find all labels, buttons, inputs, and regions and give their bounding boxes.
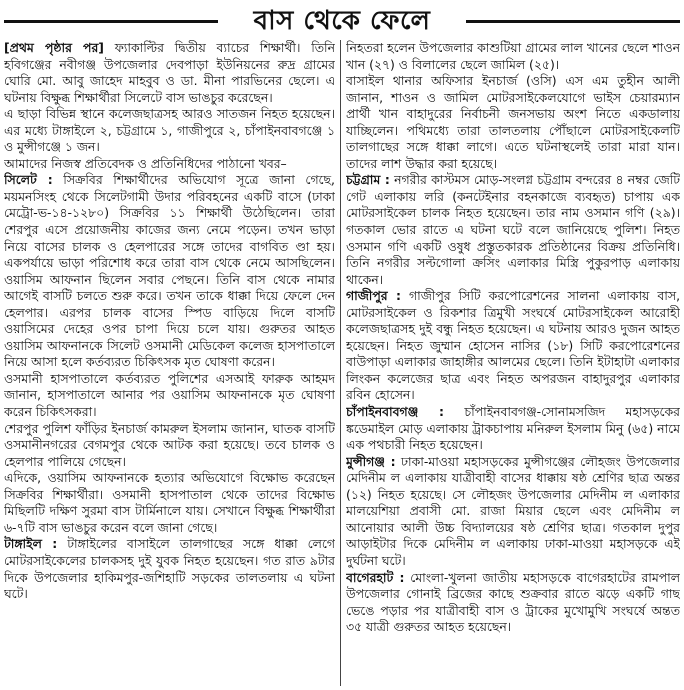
paragraph (346, 570, 680, 636)
paragraph-lead: মুন্সীগঞ্জ : (346, 453, 396, 469)
paragraph-text: টাঙ্গাইলের বাসাইলে তালগাছের সঙ্গে ধাক্কা লেগে মোটরসাইকেলের চালকসহ দুই যুবক নিহত হয়েছেন। গত রাত ৯টার দিকে উপজেলার হাকিমপুর-জশিহাটি সড়কের তালতলায় এ ঘটনা ঘটে। (4, 536, 335, 602)
paragraph-text: মোংলা-খুলনা জাতীয় মহাসড়কে বাগেরহাটের রামপাল উপজেলার গোনাই ব্রিজের কাছে শুক্রবার রাতে ঝড়ে একটি গাছ ভেঙে পড়ার পর যাত্রীবাহী বাস ও ট্রাকের মুখোমুখি সংঘর্ষে অন্তত ৩৫ যাত্রী গুরুতর আহত হয়েছেন। (346, 569, 680, 635)
paragraph-text: ফ্যাকাল্টির দ্বিতীয় ব্যাচের শিক্ষার্থী। তিনি হবিগঞ্জের নবীগঞ্জ উপজেলার দেবপাড়া ইউনিয়নের রুদ্র গ্রামের ঘোরি মো. আবু জাহেদ মাহবুব ও ডা. মীনা পারভিনের ছেলে। এ ঘটনায় বিক্ষুব্ধ শিক্ষার্থীরা সিলেটে বাস ভাঙচুর করেছেন। (4, 40, 335, 105)
paragraph-lead: চাঁপাইনবাবগঞ্জ : (346, 404, 444, 420)
right-column (346, 40, 680, 688)
paragraph-text: বাসাইল থানার অফিসার ইনচার্জ (ওসি) এস এম তুহীন আলী জানান, শাওন ও জামিল মোটরসাইকেলযোগে ভাইস চেয়ারম্যান প্রার্থী খান বাহাদুরের নির্বাচনী জনসভায় অংশ নিতে একডালায় যাচ্ছিলেন। পথিমধ্যে তারা তালতলায় পৌঁছালে মোটরসাইকেলটি তালগাছের সঙ্গে ধাক্কা লাগে। এতে ঘটনাস্থলেই তারা মারা যান। তাদের লাশ উদ্ধার করা হয়েছে। (346, 73, 680, 171)
paragraph (4, 371, 335, 421)
paragraph-text: নগরীর কাস্টমস মোড়-সংলগ্ন চট্টগ্রাম বন্দরের ৪ নম্বর জেটি গেট এলাকায় লরি (কনটেইনার বহনকাজে ব্যবহৃত) চাপায় এক মোটরসাইকেল চালক নিহত হয়েছেন। তার নাম ওসমান গণি (২৯)। গতকাল ভোর রাতে এ ঘটনা ঘটে বলে জানিয়েছে পুলিশ। নিহত ওসমান গণি একটি ওষুধ প্রস্তুতকারক প্রতিষ্ঠানের বিক্রয় প্রতিনিধি। তিনি নগরীর সল্টগোলা ক্রসিং এলাকার মিস্ত্রি পুকুরপাড় এলাকায় থাকেন। (346, 172, 680, 287)
paragraph (346, 454, 680, 570)
paragraph-lead: গাজীপুর : (346, 288, 401, 304)
headline-rule-left (4, 20, 218, 23)
paragraph-text: ওসমানী হাসপাতালে কর্তব্যরত পুলিশের এসআই ফারুক আহমদ জানান, হাসপাতালে আনার পর ওয়াসিম আফনানকে মৃত ঘোষণা করেন চিকিৎসকরা। (4, 370, 335, 420)
paragraph-text: গাজীপুর সিটি করপোরেশনের সালনা এলাকায় বাস, মোটরসাইকেল ও রিকশার ত্রিমুখী সংঘর্ষে মোটরসাইকেল আরোহী কলেজছাত্রসহ দুই বন্ধু নিহত হয়েছেন। এ ঘটনায় আরও দুজন আহত হয়েছেন। নিহত জুম্মান হোসেন নাসির (১৮) সিটি করপোরেশনের বাউপাড়া এলাকার জাহাঙ্গীর আলমের ছেলে। তিনি ইটাহাটা এলাকার লিংকন কলেজের ছাত্র এবং নিহত অপরজন বাহাদুরপুর এলাকার রবিন হোসেন। (346, 288, 680, 403)
paragraph-text: সিক্রবির শিক্ষার্থীদের অভিযোগ সূত্রে জানা গেছে, ময়মনসিংহ থেকে সিলেটগামী উদার পরিবহনের একটি বাসে (ঢাকা মেট্রো-ভ-১৪-১২৮০) সিক্রবির ১১ শিক্ষার্থী উঠেছিলেন। তারা শেরপুর এসে প্রয়োজনীয় কাজের জন্য নেমে পড়েন। তখন ভাড়া নিয়ে বাসের চালক ও হেলপারের সঙ্গে তাদের বাগবিত ণ্ডা হয়। একপর্যায়ে ভাড়া পরিশোধ করে তারা বাস থেকে নেমে আসছিলেন। ওয়াসিম আফনান ছিলেন সবার পেছনে। তিনি বাস থেকে নামার আগেই বাসটি চলতে শুরু করে। তখন তাকে ধাক্কা দিয়ে ফেলে দেন হেলপার। এরপর চালক বাসের স্পিড বাড়িয়ে দিলে বাসটি ওয়াসিমের দেহের ওপর চাপা দিয়ে চলে যায়। গুরুতর আহত ওয়াসিম আফনানকে সিলেট ওসমানী মেডিকেল কলেজ হাসপাতালে নিয়ে আসা হলে কর্তব্যরত চিকিৎসক মৃত ঘোষণা করেন। (4, 172, 335, 370)
headline-bar (4, 4, 680, 38)
paragraph-text: এদিকে, ওয়াসিম আফনানকে হত্যার অভিযোগে বিক্ষোভ করেছেন সিক্রবির শিক্ষার্থীরা। ওসমানী হাসপাতাল থেকে তাদের বিক্ষোভ মিছিলটি দক্ষিণ সুরমা বাস টার্মিনালে যায়। সেখানে বিক্ষুব্ধ শিক্ষার্থীরা ৬-৭টি বাস ভাঙচুর করেন বলে জানা গেছে। (4, 470, 335, 535)
paragraph-text: নিহতরা হলেন উপজেলার কাশুটিয়া গ্রামের লাল খানের ছেলে শাওন খান (২৭) ও বিলালের ছেলে জামিল (২৫)। (346, 40, 680, 72)
paragraph (346, 404, 680, 454)
paragraph-lead: সিলেট : (4, 172, 53, 188)
paragraph-lead: বাগেরহাট : (346, 569, 405, 585)
paragraph-lead: টাঙ্গাইল : (4, 536, 58, 552)
paragraph (4, 156, 335, 173)
paragraph-lead: চট্টগ্রাম : (346, 172, 390, 188)
paragraph-text: ঢাকা-মাওয়া মহাসড়কের মুন্সীগঞ্জের লৌহজং উপজেলার মেদিনীম ল এলাকায় যাত্রীবাহী বাসের ধাক্কায় ষষ্ঠ শ্রেণির ছাত্র অন্তর (১২) নিহত হয়েছে। সে লৌহজং উপজেলার মেদিনীম ল এলাকার মালয়েশিয়া প্রবাসী মো. রাজা মিয়ার ছেলে এবং মেদিনীম ল আনোয়ার আলী উচ্চ বিদ্যালয়ের ষষ্ঠ শ্রেণির ছাত্র। গতকাল দুপুর আড়াইটার দিকে মেদিনীম ল এলাকায় ঢাকা-মাওয়া মহাসড়কে এই দুর্ঘটনা ঘটে। (346, 453, 680, 568)
paragraph-lead: [প্রথম পৃষ্ঠার পর] (4, 40, 104, 55)
paragraph (4, 536, 335, 602)
headline: বাস থেকে ফেলে (253, 6, 431, 36)
paragraph-text: এ ছাড়া বিভিন্ন স্থানে কলেজছাত্রসহ আরও সাতজন নিহত হয়েছেন। এর মধ্যে টাঙ্গাইলে ২, চট্টগ্রামে ১, গাজীপুরে ২, চাঁপাইনবাবগঞ্জে ১ ও মুন্সীগঞ্জে ১ জন। (4, 106, 335, 155)
paragraph (346, 172, 680, 288)
paragraph (4, 106, 335, 156)
paragraph-text: শেরপুর পুলিশ ফাঁড়ির ইনচার্জ কামরুল ইসলাম জানান, ঘাতক বাসটি ওসমানীনগরের বেগমপুর থেকে আটক করা হয়েছে। তবে চালক ও হেলপার পালিয়ে গেছেন। (4, 420, 335, 469)
paragraph-text: চাঁপাইনবাবগঞ্জ-সোনামসজিদ মহাসড়কের ঙ্কডেমাইল মোড় এলাকায় ট্রাকচাপায় মনিরুল ইসলাম মিনু (৬৫) নামে এক পথচারী নিহত হয়েছেন। (346, 404, 680, 453)
paragraph (346, 40, 680, 73)
paragraph (4, 470, 335, 536)
paragraph (4, 421, 335, 471)
left-column (4, 40, 335, 688)
paragraph (4, 40, 335, 106)
column-divider (340, 40, 341, 686)
paragraph (346, 73, 680, 172)
headline-rule-right (466, 20, 680, 23)
paragraph-text: আমাদের নিজস্ব প্রতিবেদক ও প্রতিনিধিদের পাঠানো খবর– (4, 155, 287, 171)
paragraph (346, 288, 680, 404)
paragraph (4, 172, 335, 371)
